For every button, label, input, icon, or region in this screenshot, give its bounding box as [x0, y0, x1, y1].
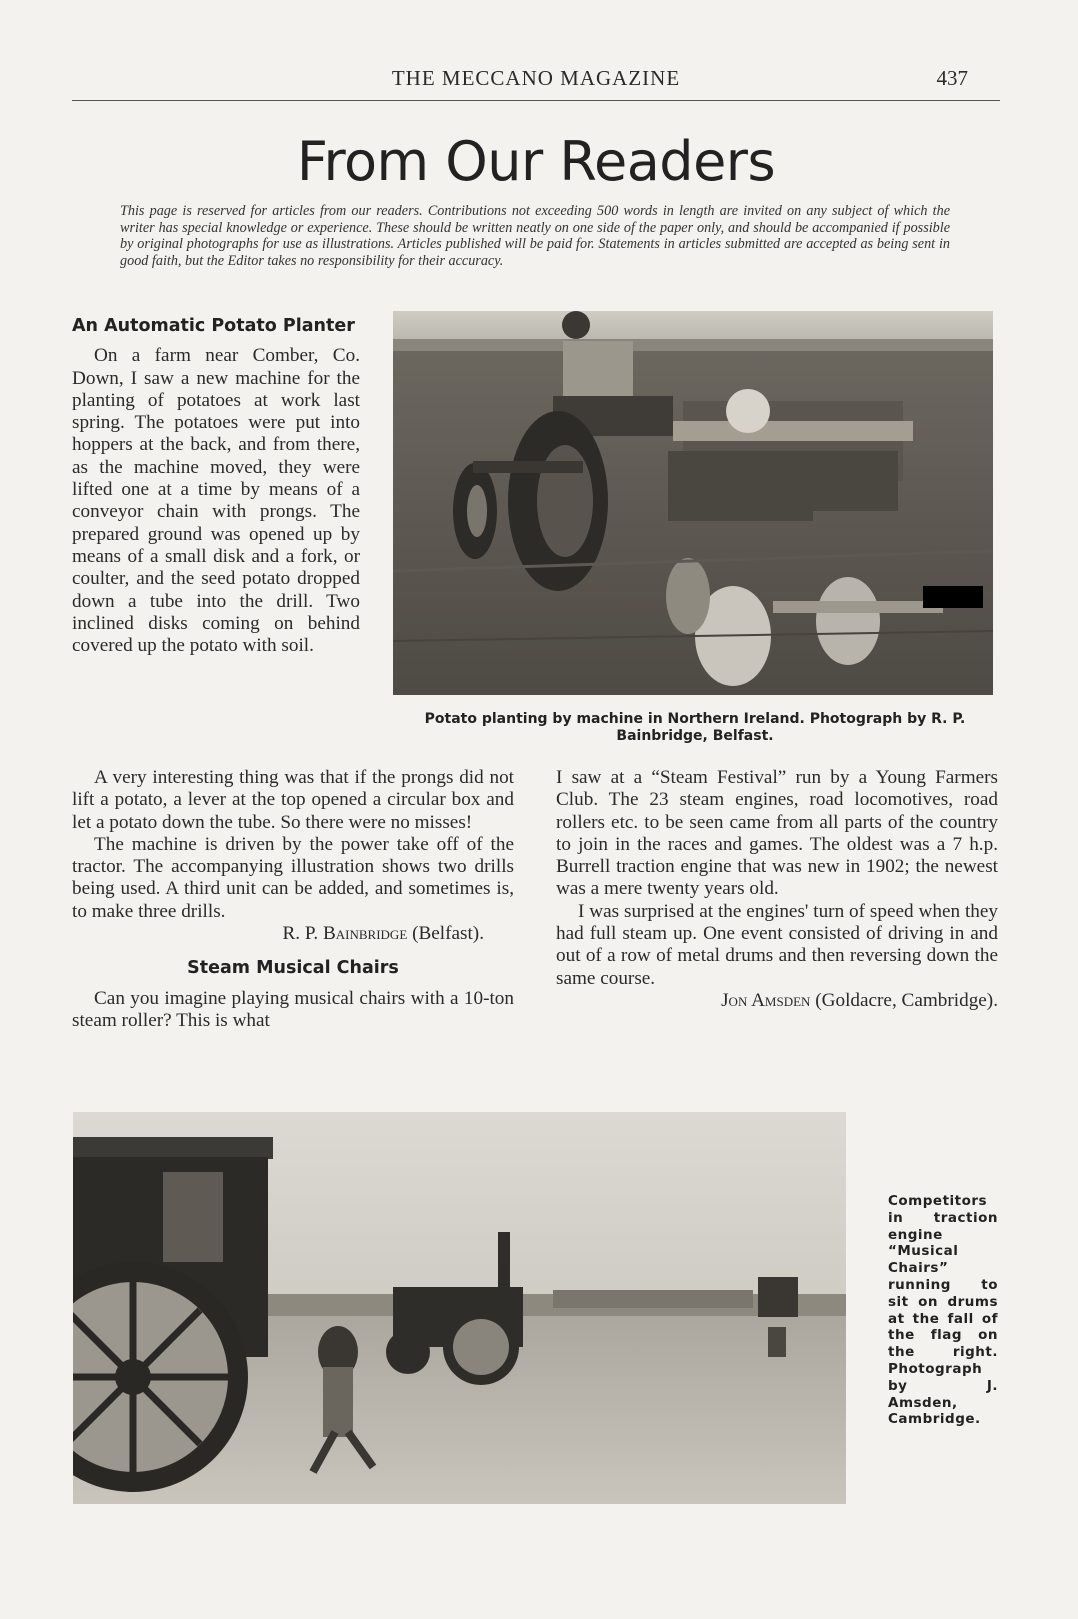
article1-column-top [72, 315, 360, 657]
article2-author: Jon Amsden [721, 989, 811, 1011]
article1-author: R. P. Bainbridge [282, 923, 408, 945]
article1-column-bottom [72, 767, 514, 1032]
article1-paragraph-3: The machine is driven by the power take off of the tractor. The accompanying illustration shows two drills being used. A third unit can be added, and sometimes is, to make three drills. [72, 833, 514, 922]
page-number: 437 [936, 66, 968, 90]
potato-planter-photo [393, 311, 993, 695]
traction-engine-photo [73, 1112, 846, 1504]
article2-signature [556, 990, 998, 1012]
magazine-title: THE MECCANO MAGAZINE [391, 66, 681, 90]
article1-paragraph-1: On a farm near Comber, Co. Down, I saw a new machine for the planting of potatoes at work last spring. The potatoes were put into hoppers at the back, and from there, as the machine moved, they were lifted one at a time by means of a conveyor chain with prongs. The prepared ground was opened up by means of a small disk and a fork, or coulter, and the seed potato dropped down a tube into the drill. Two inclined disks coming on behind covered up the potato with soil. [72, 345, 360, 657]
article1-signature [72, 923, 514, 945]
page-header [72, 64, 1000, 101]
article1-location: (Belfast). [412, 923, 484, 945]
article2-paragraph-2: I was surprised at the engines' turn of speed when they had full steam up. One event consisted of driving in and out of a row of metal drums and then reversing down the same course. [556, 900, 998, 989]
traction-photo-caption: Competitors in traction engine “Musical Chairs” running to sit on drums at the fall of the flag on the right. Photograph by J. Amsden, Cambridge. [888, 1193, 998, 1428]
article1-heading: An Automatic Potato Planter [72, 316, 355, 336]
potato-planter-image [393, 311, 993, 695]
article1-paragraph-2: A very interesting thing was that if the prongs did not lift a potato, a lever at the top opened a circular box and let a potato down the tube. So there were no misses! [72, 767, 514, 833]
intro-text: This page is reserved for articles from our readers. Contributions not exceeding 500 words in length are invited on any subject of which the writer has special knowledge or experience. These should be written neatly on one side of the paper only, and should be accompanied if possible by original photographs for use as illustrations. Articles published will be paid for. Statements in articles submitted are accepted as being sent in good faith, but the Editor takes no responsibility for their accuracy. [120, 203, 950, 269]
potato-photo-caption: Potato planting by machine in Northern Ireland. Photograph by R. P. Bainbridge, Belfast. [424, 711, 966, 744]
article2-location: (Goldacre, Cambridge). [815, 989, 998, 1011]
article2-column [556, 767, 998, 1012]
article2-paragraph-1b: I saw at a “Steam Festival” run by a Young Farmers Club. The 23 steam engines, road locomotives, road rollers etc. to be seen came from all parts of the country to join in the races and games. The oldest was a 7 h.p. Burrell traction engine that was new in 1902; the newest was a mere twenty years old. [556, 767, 998, 900]
article2-paragraph-1a: Can you imagine playing musical chairs with a 10-ton steam roller? This is what [72, 987, 514, 1031]
article2-heading: Steam Musical Chairs [187, 958, 399, 979]
traction-engine-image [73, 1112, 846, 1504]
page-title: From Our Readers [296, 130, 776, 193]
